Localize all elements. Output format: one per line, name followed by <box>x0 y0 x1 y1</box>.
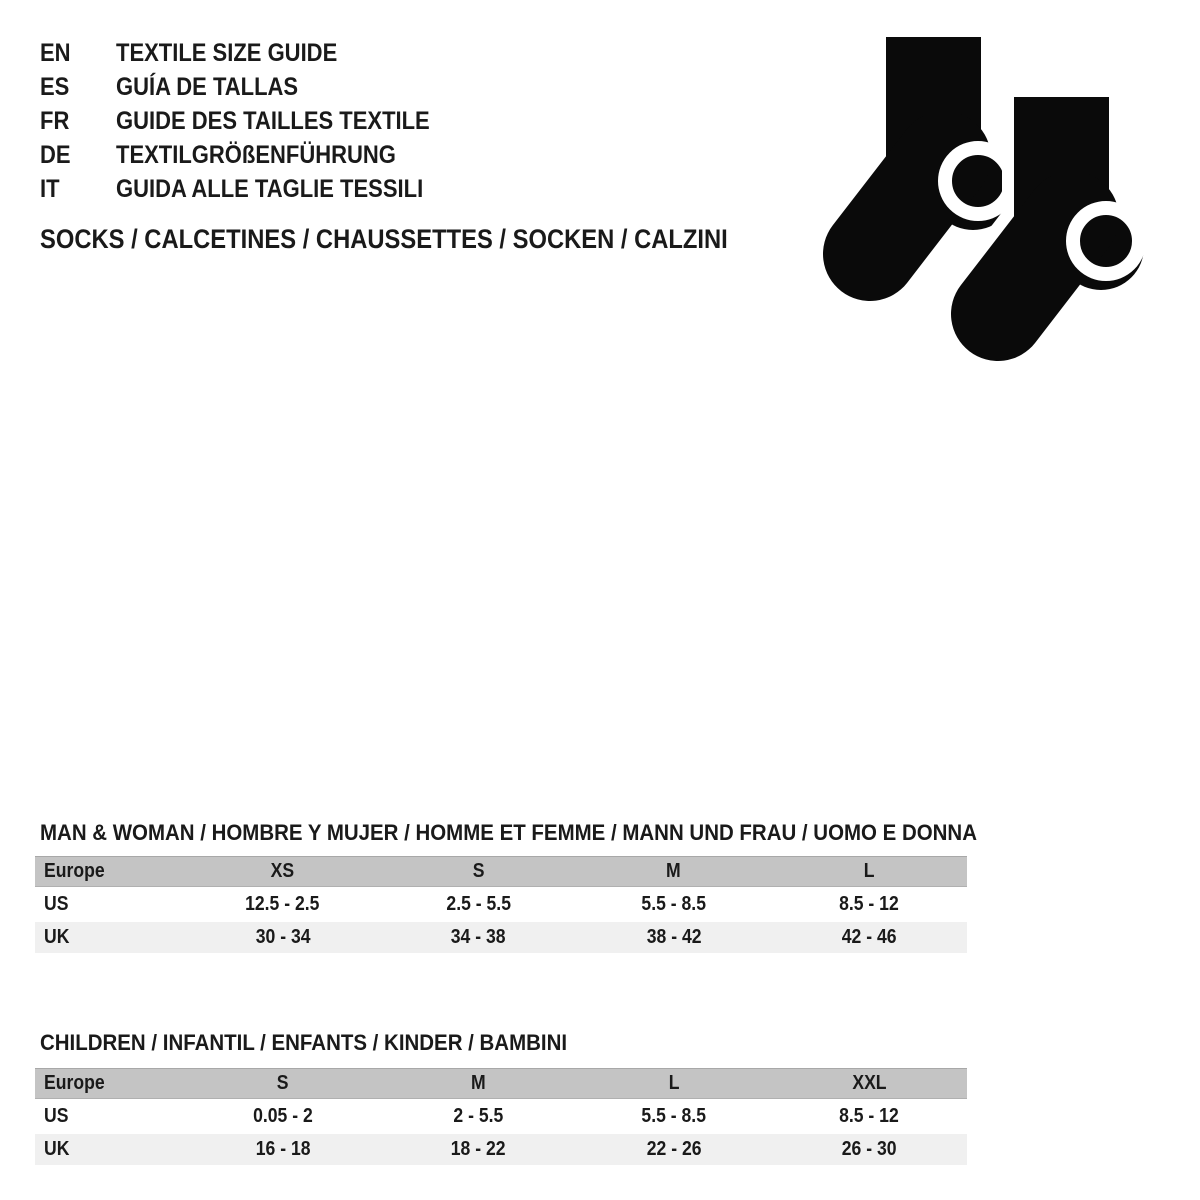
col-header-size: S <box>472 860 485 882</box>
language-code: IT <box>40 175 60 203</box>
col-header-size: M <box>666 860 682 882</box>
size-value: 22 - 26 <box>646 1138 702 1160</box>
size-value: 5.5 - 8.5 <box>641 893 707 915</box>
language-code: EN <box>40 39 71 67</box>
size-table-children <box>35 1068 967 1167</box>
table-header-row <box>35 1068 967 1099</box>
size-value: 8.5 - 12 <box>839 1105 900 1127</box>
size-value: 26 - 30 <box>841 1138 897 1160</box>
guide-title-de: TEXTILGRÖßENFÜHRUNG <box>116 141 396 169</box>
guide-title-it: GUIDA ALLE TAGLIE TESSILI <box>116 175 424 203</box>
col-header-europe: Europe <box>44 1072 105 1094</box>
sock-right <box>998 97 1144 314</box>
size-value: 2.5 - 5.5 <box>445 893 511 915</box>
language-row-es <box>40 70 473 104</box>
size-value: 16 - 18 <box>255 1138 311 1160</box>
table-header-row <box>35 856 967 887</box>
size-value: 18 - 22 <box>450 1138 506 1160</box>
size-value: 0.05 - 2 <box>252 1105 313 1127</box>
col-header-size: L <box>668 1072 680 1094</box>
table-row-us <box>35 889 967 920</box>
guide-title-en: TEXTILE SIZE GUIDE <box>116 39 338 67</box>
language-row-it <box>40 172 473 206</box>
size-value: 30 - 34 <box>255 926 311 948</box>
size-value: 42 - 46 <box>841 926 897 948</box>
size-value: 34 - 38 <box>450 926 506 948</box>
table-row-uk <box>35 1134 967 1165</box>
language-row-de <box>40 138 473 172</box>
guide-title-es: GUÍA DE TALLAS <box>116 73 299 101</box>
col-header-size: XXL <box>852 1072 887 1094</box>
language-row-en <box>40 36 473 70</box>
language-row-fr <box>40 104 473 138</box>
col-header-europe: Europe <box>44 860 105 882</box>
col-header-size: XS <box>271 860 295 882</box>
row-label: UK <box>44 1138 70 1160</box>
table-title-children: CHILDREN / INFANTIL / ENFANTS / KINDER / BAMBINI <box>40 1030 568 1055</box>
size-value: 8.5 - 12 <box>839 893 900 915</box>
row-label: UK <box>44 926 70 948</box>
size-table-man-woman <box>35 856 967 955</box>
language-code: FR <box>40 107 70 135</box>
language-code: ES <box>40 73 70 101</box>
size-value: 12.5 - 2.5 <box>245 893 320 915</box>
language-code: DE <box>40 141 71 169</box>
language-title-list <box>40 36 473 206</box>
table-row-us <box>35 1101 967 1132</box>
table-row-uk <box>35 922 967 953</box>
size-value: 5.5 - 8.5 <box>641 1105 707 1127</box>
socks-icon <box>798 24 1158 374</box>
category-line: SOCKS / CALCETINES / CHAUSSETTES / SOCKEN / CALZINI <box>40 224 728 254</box>
row-label: US <box>44 1105 69 1127</box>
guide-title-fr: GUIDE DES TAILLES TEXTILE <box>116 107 430 135</box>
sock-left <box>870 37 1016 254</box>
table-title-man-woman: MAN & WOMAN / HOMBRE Y MUJER / HOMME ET FEMME / MANN UND FRAU / UOMO E DONNA <box>40 820 977 845</box>
size-value: 2 - 5.5 <box>453 1105 504 1127</box>
size-value: 38 - 42 <box>646 926 702 948</box>
col-header-size: L <box>863 860 875 882</box>
col-header-size: M <box>470 1072 486 1094</box>
col-header-size: S <box>276 1072 289 1094</box>
row-label: US <box>44 893 69 915</box>
